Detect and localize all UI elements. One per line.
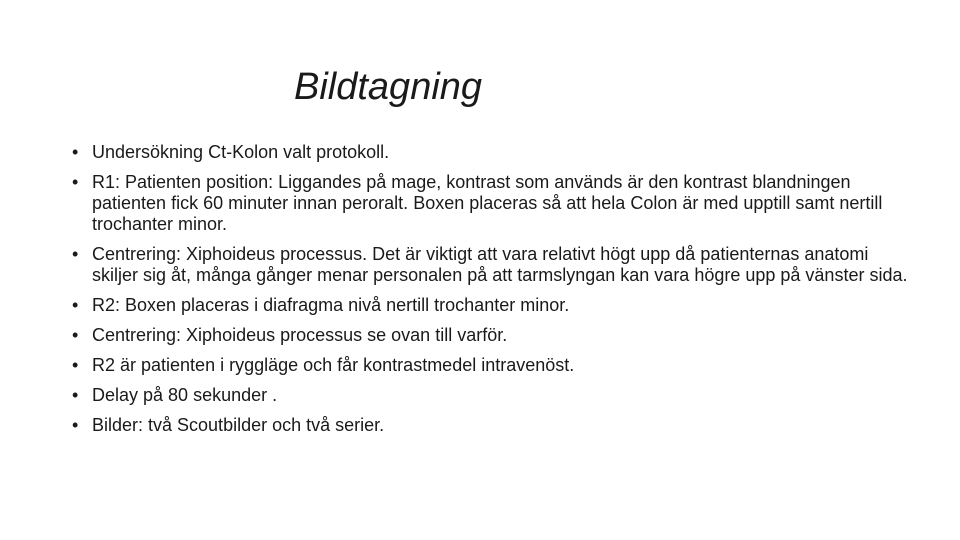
bullet-item-2 xyxy=(72,172,912,235)
bullet-list xyxy=(72,142,912,445)
bullet-text: Centrering: Xiphoideus processus. Det är viktigt att vara relativt högt upp då patienternas anatomi skiljer sig åt, många gånger menar personalen på att tarmslyngan kan vara högre upp på vänster sida. xyxy=(92,244,908,285)
bullet-text: R1: Patienten position: Liggandes på mage, kontrast som används är den kontrast blandningen patienten fick 60 minuter innan peroralt. Boxen placeras så att hela Colon är med upptill samt nertill trochanter minor. xyxy=(92,172,883,234)
bullet-dot-icon: • xyxy=(72,142,79,162)
bullet-text: Centrering: Xiphoideus processus se ovan till varför. xyxy=(92,325,508,345)
bullet-dot-icon: • xyxy=(72,172,79,192)
bullet-dot-icon: • xyxy=(72,244,79,264)
bullet-item-3 xyxy=(72,244,912,286)
bullet-dot-icon: • xyxy=(72,295,79,315)
bullet-text: R2: Boxen placeras i diafragma nivå nertill trochanter minor. xyxy=(92,295,570,315)
bullet-text: R2 är patienten i ryggläge och får kontrastmedel intravenöst. xyxy=(92,355,575,375)
bullet-item-4 xyxy=(72,295,912,316)
slide-title: Bildtagning xyxy=(294,66,483,108)
bullet-dot-icon: • xyxy=(72,385,79,405)
bullet-text: Bilder: två Scoutbilder och två serier. xyxy=(92,415,385,435)
bullet-item-5 xyxy=(72,325,912,346)
bullet-item-7 xyxy=(72,385,912,406)
bullet-dot-icon: • xyxy=(72,355,79,375)
bullet-dot-icon: • xyxy=(72,325,79,345)
bullet-item-8 xyxy=(72,415,912,436)
bullet-text: Delay på 80 sekunder . xyxy=(92,385,278,405)
bullet-dot-icon: • xyxy=(72,415,79,435)
bullet-item-6 xyxy=(72,355,912,376)
bullet-item-1 xyxy=(72,142,912,163)
bullet-text: Undersökning Ct-Kolon valt protokoll. xyxy=(92,142,390,162)
